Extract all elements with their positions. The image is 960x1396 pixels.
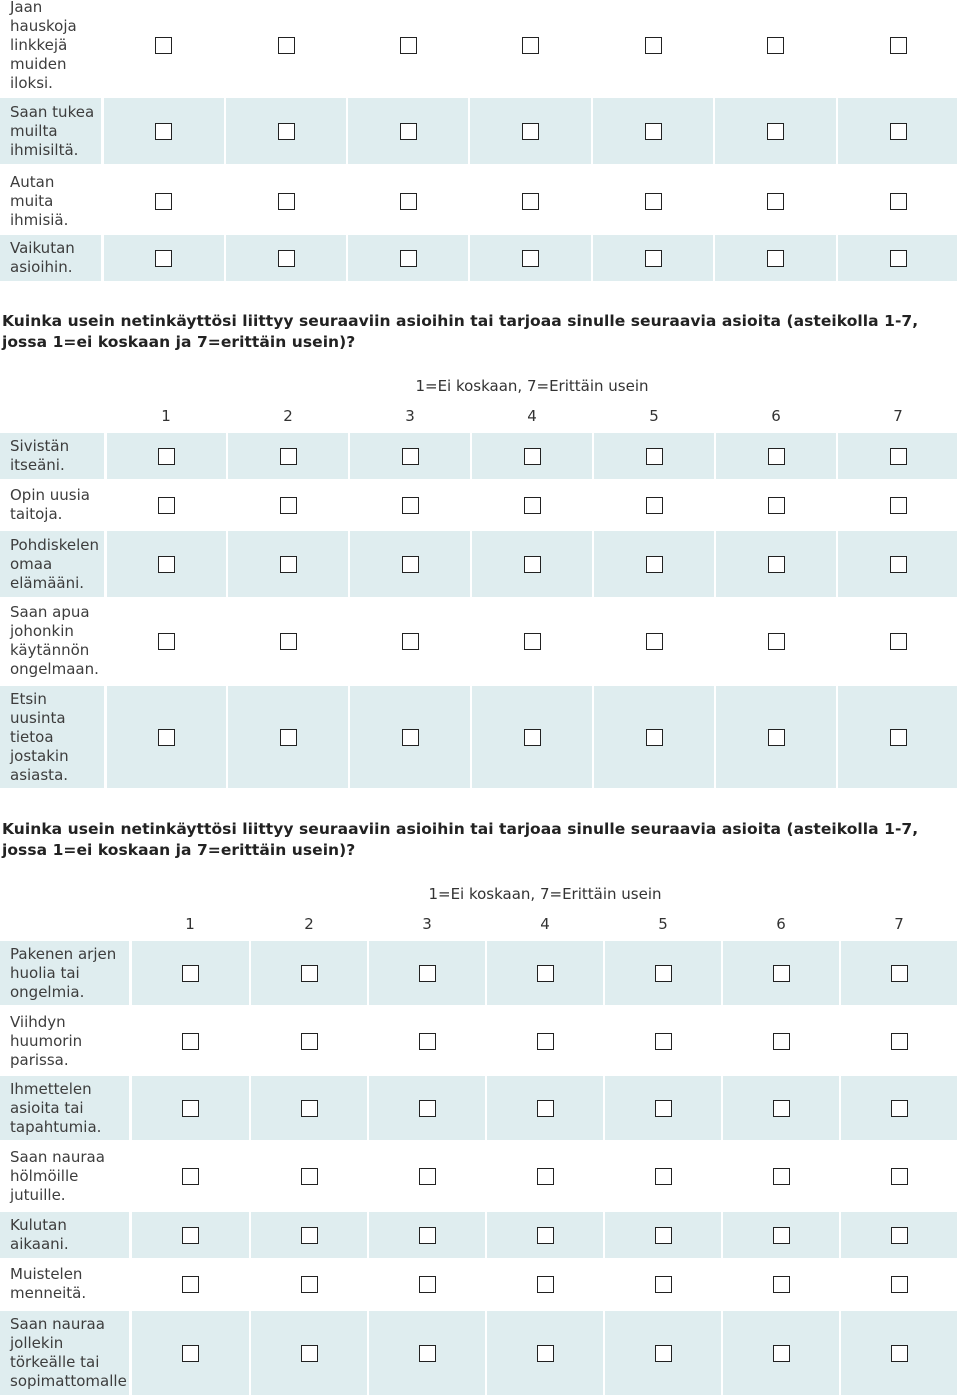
rating-checkbox-3[interactable] xyxy=(402,729,419,746)
rating-checkbox-6[interactable] xyxy=(773,965,790,982)
question-row xyxy=(0,1261,960,1307)
row-label: Saan nauraa hölmöille jutuille. xyxy=(10,1148,105,1204)
rating-checkbox-2[interactable] xyxy=(278,250,295,267)
rating-checkbox-1[interactable] xyxy=(182,1100,199,1117)
rating-checkbox-2[interactable] xyxy=(280,556,297,573)
column-number: 4 xyxy=(540,915,550,933)
rating-checkbox-2[interactable] xyxy=(280,633,297,650)
row-label: Jaan hauskoja linkkejä muiden iloksi. xyxy=(10,0,77,92)
rating-checkbox-4[interactable] xyxy=(537,965,554,982)
rating-checkbox-7[interactable] xyxy=(891,1100,908,1117)
rating-checkbox-5[interactable] xyxy=(655,1168,672,1185)
row-label: Etsin uusinta tietoa jostakin asiasta. xyxy=(10,690,69,784)
rating-checkbox-5[interactable] xyxy=(645,193,662,210)
rating-checkbox-5[interactable] xyxy=(655,1345,672,1362)
rating-checkbox-4[interactable] xyxy=(524,497,541,514)
column-number: 5 xyxy=(649,407,659,425)
rating-checkbox-3[interactable] xyxy=(400,123,417,140)
rating-checkbox-4[interactable] xyxy=(522,193,539,210)
row-label: Pakenen arjen huolia tai ongelmia. xyxy=(10,945,117,1001)
rating-checkbox-1[interactable] xyxy=(158,633,175,650)
rating-checkbox-5[interactable] xyxy=(646,497,663,514)
question-row xyxy=(0,1144,960,1208)
rating-checkbox-7[interactable] xyxy=(891,1168,908,1185)
rating-checkbox-4[interactable] xyxy=(522,37,539,54)
column-number: 4 xyxy=(527,407,537,425)
question-row xyxy=(0,1009,960,1073)
rating-checkbox-2[interactable] xyxy=(301,1168,318,1185)
rating-checkbox-1[interactable] xyxy=(155,250,172,267)
rating-checkbox-4[interactable] xyxy=(537,1100,554,1117)
column-number: 2 xyxy=(283,407,293,425)
column-number: 6 xyxy=(776,915,786,933)
rating-checkbox-1[interactable] xyxy=(158,729,175,746)
rating-checkbox-7[interactable] xyxy=(890,193,907,210)
rating-checkbox-7[interactable] xyxy=(890,633,907,650)
rating-checkbox-6[interactable] xyxy=(767,123,784,140)
column-number: 3 xyxy=(405,407,415,425)
rating-checkbox-7[interactable] xyxy=(890,729,907,746)
rating-checkbox-4[interactable] xyxy=(537,1345,554,1362)
rating-checkbox-5[interactable] xyxy=(645,250,662,267)
question-text: Kuinka usein netinkäyttösi liittyy seuraaviin asioihin tai tarjoaa sinulle seuraavia asioita (asteikolla 1-7, jossa 1=ei koskaan ja 7=erittäin usein)? xyxy=(2,820,919,859)
rating-checkbox-1[interactable] xyxy=(158,448,175,465)
rating-checkbox-2[interactable] xyxy=(280,729,297,746)
row-label: Kulutan aikaani. xyxy=(10,1216,69,1253)
rating-checkbox-2[interactable] xyxy=(301,1033,318,1050)
question-row xyxy=(0,941,960,1005)
question-row xyxy=(0,1311,960,1395)
rating-checkbox-6[interactable] xyxy=(773,1227,790,1244)
row-label: Vaikutan asioihin. xyxy=(10,239,75,276)
rating-checkbox-7[interactable] xyxy=(890,123,907,140)
rating-checkbox-2[interactable] xyxy=(278,37,295,54)
question-row xyxy=(0,235,960,281)
rating-checkbox-3[interactable] xyxy=(419,1168,436,1185)
rating-checkbox-7[interactable] xyxy=(891,1033,908,1050)
rating-checkbox-7[interactable] xyxy=(890,250,907,267)
rating-checkbox-3[interactable] xyxy=(419,1227,436,1244)
rating-checkbox-3[interactable] xyxy=(402,497,419,514)
rating-checkbox-3[interactable] xyxy=(402,556,419,573)
rating-checkbox-6[interactable] xyxy=(767,37,784,54)
row-label: Muistelen menneitä. xyxy=(10,1265,87,1302)
rating-checkbox-3[interactable] xyxy=(402,448,419,465)
rating-checkbox-2[interactable] xyxy=(301,965,318,982)
rating-checkbox-4[interactable] xyxy=(524,633,541,650)
rating-checkbox-1[interactable] xyxy=(182,1168,199,1185)
scale-title: 1=Ei koskaan, 7=Erittäin usein xyxy=(428,885,662,903)
rating-checkbox-4[interactable] xyxy=(522,250,539,267)
rating-checkbox-3[interactable] xyxy=(400,37,417,54)
column-number: 7 xyxy=(893,407,903,425)
rating-checkbox-2[interactable] xyxy=(301,1276,318,1293)
rating-checkbox-7[interactable] xyxy=(890,448,907,465)
rating-checkbox-2[interactable] xyxy=(301,1227,318,1244)
rating-checkbox-5[interactable] xyxy=(646,448,663,465)
rating-checkbox-4[interactable] xyxy=(537,1276,554,1293)
rating-checkbox-4[interactable] xyxy=(524,729,541,746)
rating-checkbox-6[interactable] xyxy=(773,1345,790,1362)
rating-checkbox-1[interactable] xyxy=(182,1227,199,1244)
row-label: Viihdyn huumorin parissa. xyxy=(10,1013,83,1069)
row-label: Saan nauraa jollekin törkeälle tai sopimattomalle xyxy=(10,1315,127,1390)
question-row xyxy=(0,1076,960,1140)
rating-checkbox-6[interactable] xyxy=(773,1100,790,1117)
rating-checkbox-2[interactable] xyxy=(278,123,295,140)
rating-checkbox-3[interactable] xyxy=(419,965,436,982)
column-number: 7 xyxy=(894,915,904,933)
question-row xyxy=(0,168,960,234)
column-number: 5 xyxy=(658,915,668,933)
rating-checkbox-1[interactable] xyxy=(182,1033,199,1050)
row-label: Ihmettelen asioita tai tapahtumia. xyxy=(10,1080,102,1136)
rating-checkbox-5[interactable] xyxy=(655,965,672,982)
column-number: 1 xyxy=(185,915,195,933)
rating-checkbox-6[interactable] xyxy=(773,1033,790,1050)
question-row xyxy=(0,686,960,788)
rating-checkbox-6[interactable] xyxy=(768,497,785,514)
rating-checkbox-2[interactable] xyxy=(301,1345,318,1362)
rating-checkbox-6[interactable] xyxy=(767,250,784,267)
rating-checkbox-3[interactable] xyxy=(402,633,419,650)
rating-checkbox-5[interactable] xyxy=(645,123,662,140)
question-row xyxy=(0,433,960,479)
column-number: 6 xyxy=(771,407,781,425)
rating-checkbox-3[interactable] xyxy=(419,1100,436,1117)
rating-checkbox-7[interactable] xyxy=(891,1276,908,1293)
rating-checkbox-5[interactable] xyxy=(655,1100,672,1117)
rating-checkbox-6[interactable] xyxy=(767,193,784,210)
rating-checkbox-1[interactable] xyxy=(182,1345,199,1362)
rating-checkbox-2[interactable] xyxy=(301,1100,318,1117)
rating-checkbox-4[interactable] xyxy=(524,556,541,573)
rating-checkbox-7[interactable] xyxy=(891,1227,908,1244)
rating-checkbox-5[interactable] xyxy=(646,556,663,573)
rating-checkbox-7[interactable] xyxy=(890,556,907,573)
rating-checkbox-2[interactable] xyxy=(280,497,297,514)
rating-checkbox-1[interactable] xyxy=(158,497,175,514)
column-number: 2 xyxy=(304,915,314,933)
rating-checkbox-1[interactable] xyxy=(182,965,199,982)
rating-checkbox-3[interactable] xyxy=(400,250,417,267)
rating-checkbox-3[interactable] xyxy=(419,1276,436,1293)
rating-checkbox-5[interactable] xyxy=(646,729,663,746)
row-label: Pohdiskelen omaa elämääni. xyxy=(10,536,99,592)
rating-checkbox-7[interactable] xyxy=(891,965,908,982)
rating-checkbox-5[interactable] xyxy=(655,1227,672,1244)
question-row xyxy=(0,482,960,528)
rating-checkbox-4[interactable] xyxy=(537,1168,554,1185)
rating-checkbox-7[interactable] xyxy=(890,497,907,514)
rating-checkbox-6[interactable] xyxy=(768,556,785,573)
rating-checkbox-6[interactable] xyxy=(773,1276,790,1293)
rating-checkbox-5[interactable] xyxy=(655,1276,672,1293)
rating-checkbox-5[interactable] xyxy=(645,37,662,54)
rating-checkbox-3[interactable] xyxy=(419,1033,436,1050)
column-number: 3 xyxy=(422,915,432,933)
question-row xyxy=(0,600,960,682)
rating-checkbox-4[interactable] xyxy=(537,1033,554,1050)
rating-checkbox-1[interactable] xyxy=(155,123,172,140)
rating-checkbox-1[interactable] xyxy=(182,1276,199,1293)
rating-checkbox-6[interactable] xyxy=(768,729,785,746)
rating-checkbox-6[interactable] xyxy=(773,1168,790,1185)
row-label: Autan muita ihmisiä. xyxy=(10,173,69,229)
rating-checkbox-1[interactable] xyxy=(155,37,172,54)
rating-checkbox-1[interactable] xyxy=(158,556,175,573)
scale-title: 1=Ei koskaan, 7=Erittäin usein xyxy=(415,377,649,395)
rating-checkbox-5[interactable] xyxy=(646,633,663,650)
rating-checkbox-2[interactable] xyxy=(280,448,297,465)
rating-checkbox-3[interactable] xyxy=(400,193,417,210)
row-label: Saan tukea muilta ihmisiltä. xyxy=(10,103,95,159)
question-row xyxy=(0,531,960,597)
rating-checkbox-4[interactable] xyxy=(522,123,539,140)
rating-checkbox-7[interactable] xyxy=(891,1345,908,1362)
question-row xyxy=(0,0,960,92)
question-row xyxy=(0,1212,960,1258)
rating-checkbox-3[interactable] xyxy=(419,1345,436,1362)
rating-checkbox-4[interactable] xyxy=(524,448,541,465)
rating-checkbox-2[interactable] xyxy=(278,193,295,210)
rating-checkbox-6[interactable] xyxy=(768,448,785,465)
rating-checkbox-7[interactable] xyxy=(890,37,907,54)
row-label: Opin uusia taitoja. xyxy=(10,486,90,523)
question-row xyxy=(0,98,960,164)
column-number: 1 xyxy=(161,407,171,425)
rating-checkbox-5[interactable] xyxy=(655,1033,672,1050)
row-label: Sivistän itseäni. xyxy=(10,437,70,474)
question-text: Kuinka usein netinkäyttösi liittyy seuraaviin asioihin tai tarjoaa sinulle seuraavia asioita (asteikolla 1-7, jossa 1=ei koskaan ja 7=erittäin usein)? xyxy=(2,312,919,351)
rating-checkbox-1[interactable] xyxy=(155,193,172,210)
row-label: Saan apua johonkin käytännön ongelmaan. xyxy=(10,603,99,678)
rating-checkbox-4[interactable] xyxy=(537,1227,554,1244)
rating-checkbox-6[interactable] xyxy=(768,633,785,650)
